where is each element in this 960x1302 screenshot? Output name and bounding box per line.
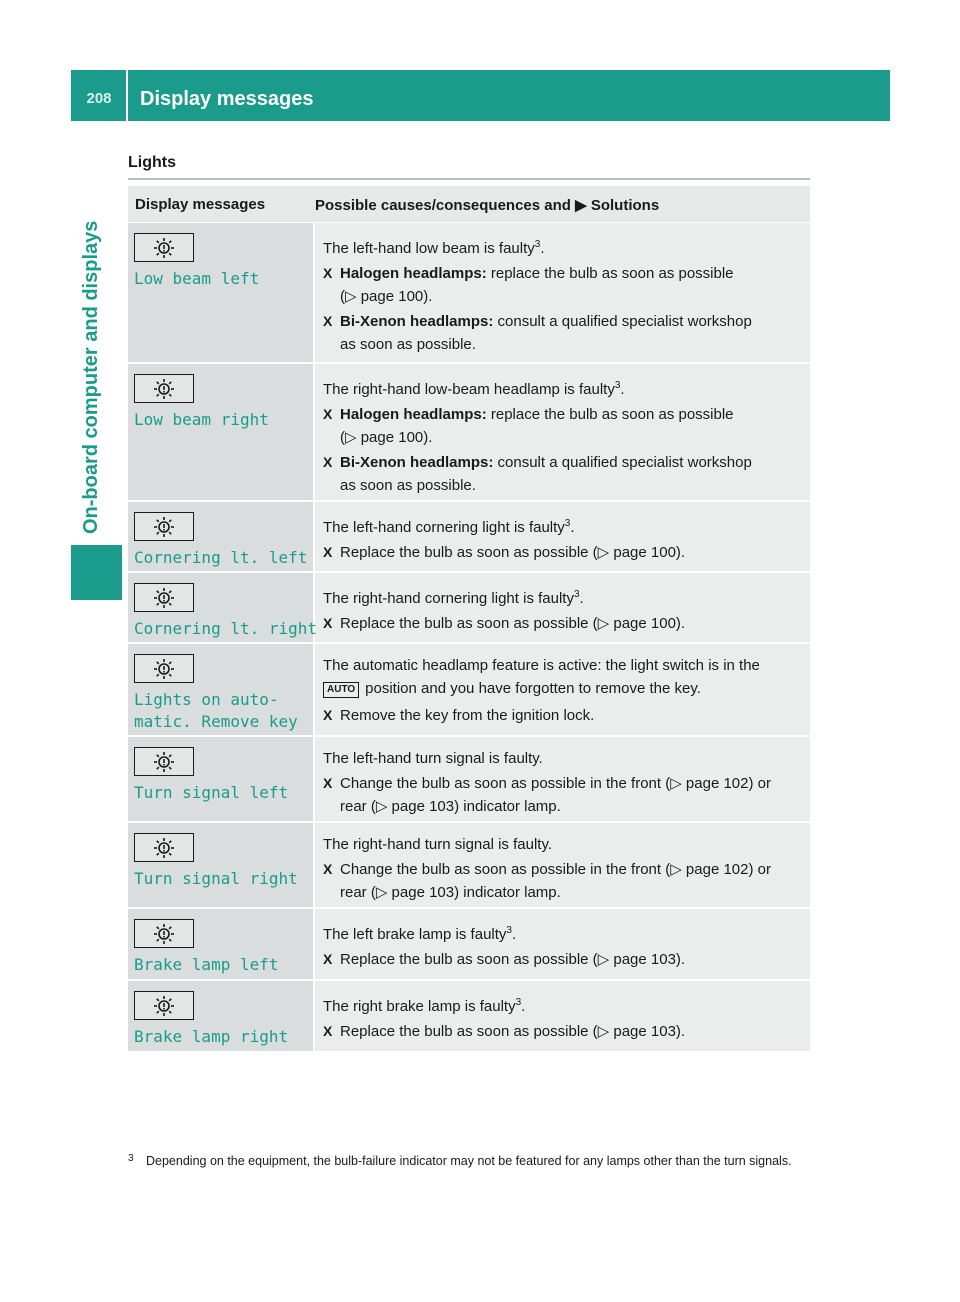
display-message: Low beam right [134,410,269,429]
display-message: Turn signal right [134,869,298,888]
action-arrow-icon: X [323,951,333,967]
action-arrow-icon: X [323,265,333,281]
side-marker [71,545,122,600]
footnote-number: 3 [128,1153,134,1164]
page-number: 208 [86,90,112,107]
causes-cell: The left-hand low beam is faulty$^3$. X Halogen headlamps: replace the bulb as soon as possible (▷ page 100). X Bi-Xenon headlamps: consult a qualified specialist workshop as soon as possible. [315,223,810,362]
table-row [128,364,810,500]
triangle-arrow-icon: ▶ [575,197,587,214]
message-cell [128,909,313,979]
solution-step: X Halogen headlamps: replace the bulb as soon as possible (▷ page 100). [323,262,802,308]
table-row [128,502,810,571]
action-arrow-icon: X [323,775,333,791]
causes-cell: The right-hand turn signal is faulty. X Change the bulb as soon as possible in the front (▷ page 102) or rear (▷ page 103) indicator lamp. [315,823,810,907]
causes-cell: The left-hand cornering light is faulty$^3$. X Replace the bulb as soon as possible (▷ page 100). [315,502,810,571]
bulb-failure-icon [134,512,194,541]
page-title: Display messages [140,88,314,110]
causes-cell: The right-hand cornering light is faulty$^3$. X Replace the bulb as soon as possible (▷ page 100). [315,573,810,642]
table-row [128,823,810,907]
display-message: Brake lamp right [134,1027,289,1046]
table-row [128,573,810,642]
message-cell [128,573,318,642]
display-message: Cornering lt. right [134,619,318,638]
footnote-text: Depending on the equipment, the bulb-failure indicator may not be featured for any lamps other than the turn signals. [146,1154,792,1168]
bulb-failure-icon [134,919,194,948]
page-reference[interactable]: (▷ page 100). [340,429,433,446]
table-row [128,223,810,362]
action-arrow-icon: X [323,406,333,422]
message-cell [128,823,313,907]
display-message: Lights on auto- matic. Remove key [134,690,298,731]
table-row [128,909,810,979]
solution-step: X Replace the bulb as soon as possible (▷ page 100). [323,541,802,564]
display-message: Low beam left [134,269,260,288]
solution-step: X Bi-Xenon headlamps: consult a qualified specialist workshop as soon as possible. [323,451,802,497]
bulb-failure-icon [134,833,194,862]
auto-light-switch-icon: AUTO [323,682,359,698]
col-header-causes: Possible causes/consequences and ▶ Solutions [315,197,660,214]
page-reference[interactable]: (▷ page 100). [340,288,433,305]
table-row [128,644,810,735]
header-divider [126,70,128,121]
messages-table [128,186,810,1053]
solution-step: X Halogen headlamps: replace the bulb as soon as possible (▷ page 100). [323,403,802,449]
causes-cell: The right brake lamp is faulty$^3$. X Replace the bulb as soon as possible (▷ page 103). [315,981,810,1051]
footnote [128,1152,810,1170]
bulb-failure-icon [134,374,194,403]
bulb-failure-icon [134,583,194,612]
bulb-failure-icon [134,991,194,1020]
action-arrow-icon: X [323,861,333,877]
bulb-failure-icon [134,233,194,262]
solution-step: X Replace the bulb as soon as possible (▷ page 103). [323,1020,802,1043]
display-message: Brake lamp left [134,955,279,974]
causes-cell: The left-hand turn signal is faulty. X Change the bulb as soon as possible in the front (▷ page 102) or rear (▷ page 103) indicator lamp. [315,737,810,821]
action-arrow-icon: X [323,454,333,470]
action-arrow-icon: X [323,707,333,723]
display-message: Turn signal left [134,783,289,802]
section-rule [128,178,810,180]
message-cell [128,223,313,362]
side-chapter-title: On-board computer and displays [80,220,102,534]
message-cell [128,644,313,735]
solution-step: X Change the bulb as soon as possible in the front (▷ page 102) or rear (▷ page 103) indicator lamp. [323,858,802,904]
solution-step: X Bi-Xenon headlamps: consult a qualified specialist workshop as soon as possible. [323,310,802,356]
bulb-failure-icon [134,654,194,683]
message-cell [128,737,313,821]
causes-cell: The automatic headlamp feature is active: the light switch is in the AUTO position and you have forgotten to remove the key. X Remove the key from the ignition lock. [315,644,810,735]
section-title: Lights [128,154,176,171]
action-arrow-icon: X [323,313,333,329]
action-arrow-icon: X [323,544,333,560]
message-cell [128,981,313,1051]
solution-step: X Remove the key from the ignition lock. [323,704,802,727]
action-arrow-icon: X [323,1023,333,1039]
solution-step: X Replace the bulb as soon as possible (▷ page 103). [323,948,802,971]
message-cell [128,502,313,571]
display-message: Cornering lt. left [134,548,308,567]
causes-cell: The left brake lamp is faulty$^3$. X Replace the bulb as soon as possible (▷ page 103). [315,909,810,979]
causes-cell: The right-hand low-beam headlamp is faulty$^3$. X Halogen headlamps: replace the bulb as soon as possible (▷ page 100). X Bi-Xenon headlamps: consult a qualified specialist workshop as soon as possible. [315,364,810,500]
message-cell [128,364,313,500]
solution-step: X Change the bulb as soon as possible in the front (▷ page 102) or rear (▷ page 103) indicator lamp. [323,772,802,818]
bulb-failure-icon [134,747,194,776]
table-header [128,186,810,222]
action-arrow-icon: X [323,615,333,631]
table-row [128,737,810,821]
table-row [128,981,810,1051]
col-header-display-messages: Display messages [135,196,266,213]
solution-step: X Replace the bulb as soon as possible (▷ page 100). [323,612,802,635]
